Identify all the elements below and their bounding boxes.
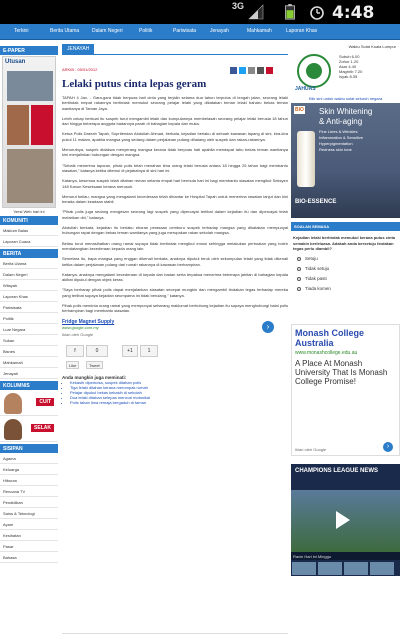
berita-item[interactable]: Pariwisata <box>0 302 58 313</box>
ad-attribution: Iklan oleh Google <box>62 331 94 337</box>
article-paragraph: Abdullah berkata, kejadian itu berlaku ekoran perasaan cemburu suspek terhadap mangsa yang dikatakan mempunyai hubungan rapat dengan bekas teman wanitanya yang juga merupakan rakan sekolah mangsa. <box>62 225 288 236</box>
nav-item-pariwisata[interactable]: Pariwisata <box>173 28 197 34</box>
berita-list <box>0 258 58 379</box>
video-heading: CHAMPIONS LEAGUE NEWS <box>295 467 379 474</box>
epaper-heading: E-PAPER <box>0 46 58 55</box>
like-count: 0 <box>86 345 108 357</box>
kolumnis-selak[interactable] <box>0 416 58 442</box>
video-thumbnail[interactable] <box>344 562 368 575</box>
berita-item[interactable]: Politik <box>0 313 58 324</box>
berita-item[interactable]: Dalam Negeri <box>0 269 58 280</box>
article-paragraph: Menurut beliau, mangsa yang mengalami kecederaan telah dihantar ke Hospital Tapah untuk menerima rawatan lanjut dan kini berada dalam keadaan stabil. <box>62 193 288 205</box>
poll-option[interactable] <box>291 256 400 266</box>
prayer-time: Asar 4.40 <box>339 64 357 69</box>
nav-item-terkini[interactable]: Terkini <box>14 28 29 34</box>
ad-url[interactable]: www.google.com.my <box>62 324 99 330</box>
komuniti-item[interactable]: Laporan Cuaca <box>0 236 58 247</box>
poll-option-label: Tidak setuju <box>305 265 330 271</box>
signal-strength-icon <box>248 4 264 20</box>
columnist-photo <box>4 419 22 440</box>
berita-item[interactable]: Bisnes <box>0 346 58 357</box>
prayer-time: Subuh 6.00 <box>339 54 360 59</box>
ad-benefit: Inflammation & Sensitive <box>319 135 364 140</box>
komuniti-list <box>0 225 58 247</box>
video-thumbnail[interactable] <box>292 562 316 575</box>
status-bar <box>0 0 400 24</box>
poll-option[interactable] <box>291 286 400 296</box>
poll-heading: SOALAN SEMASA <box>291 222 400 231</box>
ad-title[interactable]: Monash College Australia <box>295 327 365 348</box>
ad-benefit: Hyperpigmentation <box>319 141 353 146</box>
ad-attribution: Iklan oleh Google <box>295 446 327 452</box>
top-nav <box>0 24 400 40</box>
prayer-times-list <box>339 54 362 79</box>
prayer-times-widget[interactable] <box>291 52 400 94</box>
epaper-caption[interactable]: Versi Web hari ini <box>13 209 45 214</box>
related-link[interactable]: • Pelajar dipukul bekas kekasih di sekolah <box>70 390 288 395</box>
video-widget <box>291 464 400 576</box>
footer-divider <box>62 633 288 634</box>
social-counters <box>62 345 288 361</box>
ad-arrow-icon[interactable]: › <box>383 442 393 452</box>
ad-headline: & Anti-aging <box>319 117 363 126</box>
poll-option-label: Tiada komen <box>305 285 331 291</box>
email-icon[interactable] <box>248 67 255 74</box>
facebook-icon[interactable] <box>230 67 237 74</box>
prayer-caption: Waktu Solat Kuala Lumpur <box>348 44 396 49</box>
sisipan-item[interactable]: Sains & Teknologi <box>0 508 58 519</box>
radio-icon[interactable] <box>297 267 301 271</box>
berita-item[interactable]: Berita Utama <box>0 258 58 269</box>
ad-benefits <box>319 129 363 153</box>
category-divider <box>62 54 288 55</box>
plus-count: 1 <box>140 345 158 357</box>
prayer-link[interactable]: Klik sini untuk waktu solat seluruh negara <box>308 96 383 101</box>
prayer-time: Maghrib 7.20 <box>339 69 363 74</box>
kolumnis-badge: SELAK <box>31 424 54 432</box>
article-paragraph: Beliau turut menasihatkan orang ramai supaya tidak bertindak mengikut emosi sehingga melakukan perbuatan yang boleh mendatangkan kecederaan kepada orang lain. <box>62 240 288 251</box>
poll-option[interactable] <box>291 276 400 286</box>
kolumnis-cuit[interactable] <box>0 390 58 416</box>
nav-item-laporan-khas[interactable]: Laporan Khas <box>286 28 318 34</box>
sisipan-item[interactable]: Bahasa <box>0 552 58 563</box>
play-icon[interactable] <box>336 511 350 529</box>
left-sidebar <box>0 44 58 640</box>
print-icon[interactable] <box>257 67 264 74</box>
monash-text-ad[interactable] <box>291 324 400 456</box>
ad-benefit: Fine Lines & Wrinkles <box>319 129 358 134</box>
berita-item[interactable]: Wilayah <box>0 280 58 291</box>
share-buttons <box>62 361 288 371</box>
right-sidebar <box>291 44 400 640</box>
radio-icon[interactable] <box>297 287 301 291</box>
sisipan-item[interactable]: Pendidikan <box>0 497 58 508</box>
article-paragraph: "Pihak polis juga sedang mengesan seorang lagi suspek yang dipercayai terlibat dalam kejadian itu dan dipercayai telah melarikan diri," katanya. <box>62 209 288 220</box>
related-link[interactable]: • Dua lelaki ditahan selepas mencuri motosikal <box>70 395 288 400</box>
sisipan-list <box>0 453 58 563</box>
product-bottle-icon <box>297 131 315 187</box>
clock-time: 4:48 <box>332 3 375 23</box>
ad-headline: Skin Whitening <box>319 107 373 116</box>
article-meta <box>62 67 288 75</box>
google-text-ad[interactable] <box>62 319 288 341</box>
sisipan-item[interactable]: Agama <box>0 453 58 464</box>
article-paragraph: Semetara itu, bapa mangsa yang enggan dikenali berkata, anaknya dipukul teruk oleh sekumpulan lelaki yang tidak dikenali ketika dalam perjalanan pulang dari rumah rakannya di kawasan berhampiran. <box>62 256 288 267</box>
sisipan-item[interactable]: Ayam <box>0 519 58 530</box>
ad-url[interactable]: www.monashcollege.edu.au <box>295 349 358 356</box>
berita-item[interactable]: Laporan Khas <box>0 291 58 302</box>
poll-option[interactable] <box>291 266 400 276</box>
ad-body: A Place At Monash University That Is Monash College Promise! <box>295 358 388 386</box>
kolumnis-heading: KOLUMNIS <box>0 381 58 390</box>
berita-item[interactable]: Jenayah <box>0 368 58 379</box>
epaper-masthead: Utusan <box>5 59 26 65</box>
article-paragraph: Katanya, anaknya mengalami kecederaan di kepala dan badan serta terpaksa menerima beberapa jahitan di bahagian kepala akibat dipukul dengan objek keras. <box>62 271 288 283</box>
article-paragraph: Menurutnya, suspek didakwa menyerang mangsa kerana tidak berpuas hati apabila mendapat tahu bekas teman wanitanya kini menjalinkan hubungan dengan mangsa. <box>62 147 288 158</box>
related-link[interactable]: • Polis tahan lima remaja bergaduh di taman <box>70 400 288 405</box>
article-title: Lelaki putus cinta lepas geram <box>62 78 207 90</box>
twitter-icon[interactable] <box>239 67 246 74</box>
sisipan-item[interactable]: Hiburan <box>0 475 58 486</box>
sisipan-item[interactable]: Kesihatan <box>0 530 58 541</box>
article-body <box>62 95 288 314</box>
radio-icon[interactable] <box>297 257 301 261</box>
ad-title[interactable]: Fridge Magnet Supply <box>62 318 115 325</box>
nav-item-dalam-negeri[interactable]: Dalam Negeri <box>92 28 123 34</box>
komuniti-heading: KOMUNITI <box>0 216 58 225</box>
sisipan-heading: SISIPAN <box>0 444 58 453</box>
columnist-photo <box>4 393 22 414</box>
sisipan-item[interactable]: Pasar <box>0 541 58 552</box>
article-paragraph: Lebih cekap berbuat itu suspek turut mengambil lelaki dan kumpulannya membelasah seorang pelajar lelaki berusia 18 tahun dan hingga beberapa anggota badannya parah di bahagian kepala dan muka. <box>62 115 288 127</box>
tweet-button[interactable]: Tweet <box>86 361 103 369</box>
video-thumbnail[interactable] <box>318 562 342 575</box>
article-paragraph: Ketua Polis Daerah Tapah, Supritendan Abdullah Ahmad, berkata, kejadian berlaku di sebuah kawasan lapang di sini, kira-kira pukul 11 malam, apabila mangsa yang sedang dalam perjalanan pulang dihalang oleh suspek dan rakan-rakannya. <box>62 131 288 142</box>
poll-option-label: Setuju <box>305 255 318 261</box>
prayer-time: Zohor 1.20 <box>339 59 359 64</box>
article-column <box>62 44 288 640</box>
kolumnis-badge: CUIT <box>36 398 54 406</box>
ad-brand: BIO <box>295 107 304 113</box>
nav-item-politik[interactable]: Politik <box>139 28 153 34</box>
video-tabs[interactable]: Ravin Hari ini Minggu <box>291 552 400 560</box>
ad-benefit: Redness skin tone <box>319 147 352 152</box>
nav-item-jenayah[interactable]: Jenayah <box>210 28 229 34</box>
sisipan-item[interactable]: Rencana TV <box>0 486 58 497</box>
article-paragraph: Katanya, kesemua suspek telah ditahan reman selama empat hari bermula hari ini bagi membantu siasatan mengikut Seksyen 148 Kanun Keseksaan kerana merusuh. <box>62 178 288 189</box>
video-thumbnails <box>291 561 400 576</box>
berita-item[interactable]: Mahkamah <box>0 357 58 368</box>
video-thumbnail[interactable] <box>370 562 394 575</box>
article-paragraph: "Saya berharap pihak polis dapat menjalankan siasatan secepat mungkin dan mengambil tindakan tegas terhadap mereka yang terlibat supaya kejadian seumpama ini tidak berulang," katanya. <box>62 287 288 298</box>
related-heading: Anda mungkin juga meminati: <box>62 374 127 380</box>
battery-icon <box>284 4 296 20</box>
alarm-icon <box>309 4 325 20</box>
jahuas-logo-icon <box>297 54 331 88</box>
like-counter-button[interactable]: f <box>66 345 84 357</box>
skincare-banner-ad[interactable] <box>291 103 400 218</box>
prayer-brand: JAHUAS <box>295 86 316 92</box>
berita-heading: BERITA <box>0 249 58 258</box>
komuniti-item[interactable]: Maklum Balas <box>0 225 58 236</box>
poll-question: Kejadian lelaki bertindak memukul kerana putus cinta semakin berleluasa. Adakah anda bersetuju tindakan tegas perlu diambil? <box>293 235 396 251</box>
category-tab[interactable]: JENAYAH <box>62 44 94 54</box>
nav-item-mahkamah[interactable]: Mahkamah <box>247 28 272 34</box>
nav-item-berita-utama[interactable]: Berita Utama <box>50 28 80 34</box>
ad-logo: BIO-ESSENCE <box>295 199 337 205</box>
prayer-time: Isyak 8.35 <box>339 74 358 79</box>
article-paragraph: TAPAH 4 Jan. - Gara-gara tidak berpuas hati cinta yang terjalin selama dua tahun terputus di tengah jalan, seorang lelaki bertindak empat rakannya bertindak memukul seorang pelajar lelaki yang dikatakan teman lelaki baharu bekas teman wanitanya di Taman Jaya. <box>62 95 288 111</box>
berita-item[interactable]: Sukan <box>0 335 58 346</box>
sisipan-item[interactable]: Keluarga <box>0 464 58 475</box>
article-paragraph: "Sebaik menerima laporan, pihak polis telah menahan lima orang lelaki berusia antara 18 hingga 25 tahun bagi membantu siasatan," katanya ketika ditemui di pejabatnya di sini hari ini. <box>62 162 288 173</box>
berita-item[interactable]: Luar Negara <box>0 324 58 335</box>
epaper-thumbnail[interactable] <box>2 56 56 208</box>
facebook-like-button[interactable]: Like <box>66 361 79 369</box>
share-icon[interactable] <box>266 67 273 74</box>
archive-date: ARKIB : 05/01/2012 <box>62 67 98 72</box>
ad-arrow-icon[interactable]: › <box>262 321 274 333</box>
related-link[interactable]: • Tiga lelaki ditahan kerana merompak rumah <box>70 385 288 390</box>
related-link[interactable]: • Kekasih diperkosa, suspek ditahan polis <box>70 380 288 385</box>
radio-icon[interactable] <box>297 277 301 281</box>
article-paragraph: Pihak polis meminta orang ramai yang mempunyai sebarang maklumat berhubung kejadian itu supaya menghubungi balai polis berhampiran bagi membantu siasatan. <box>62 303 288 314</box>
signal-label: 3G <box>232 1 245 11</box>
related-list <box>62 380 288 405</box>
poll-option-label: Tidak pasti <box>305 275 327 281</box>
google-plus-button[interactable]: +1 <box>122 345 138 357</box>
